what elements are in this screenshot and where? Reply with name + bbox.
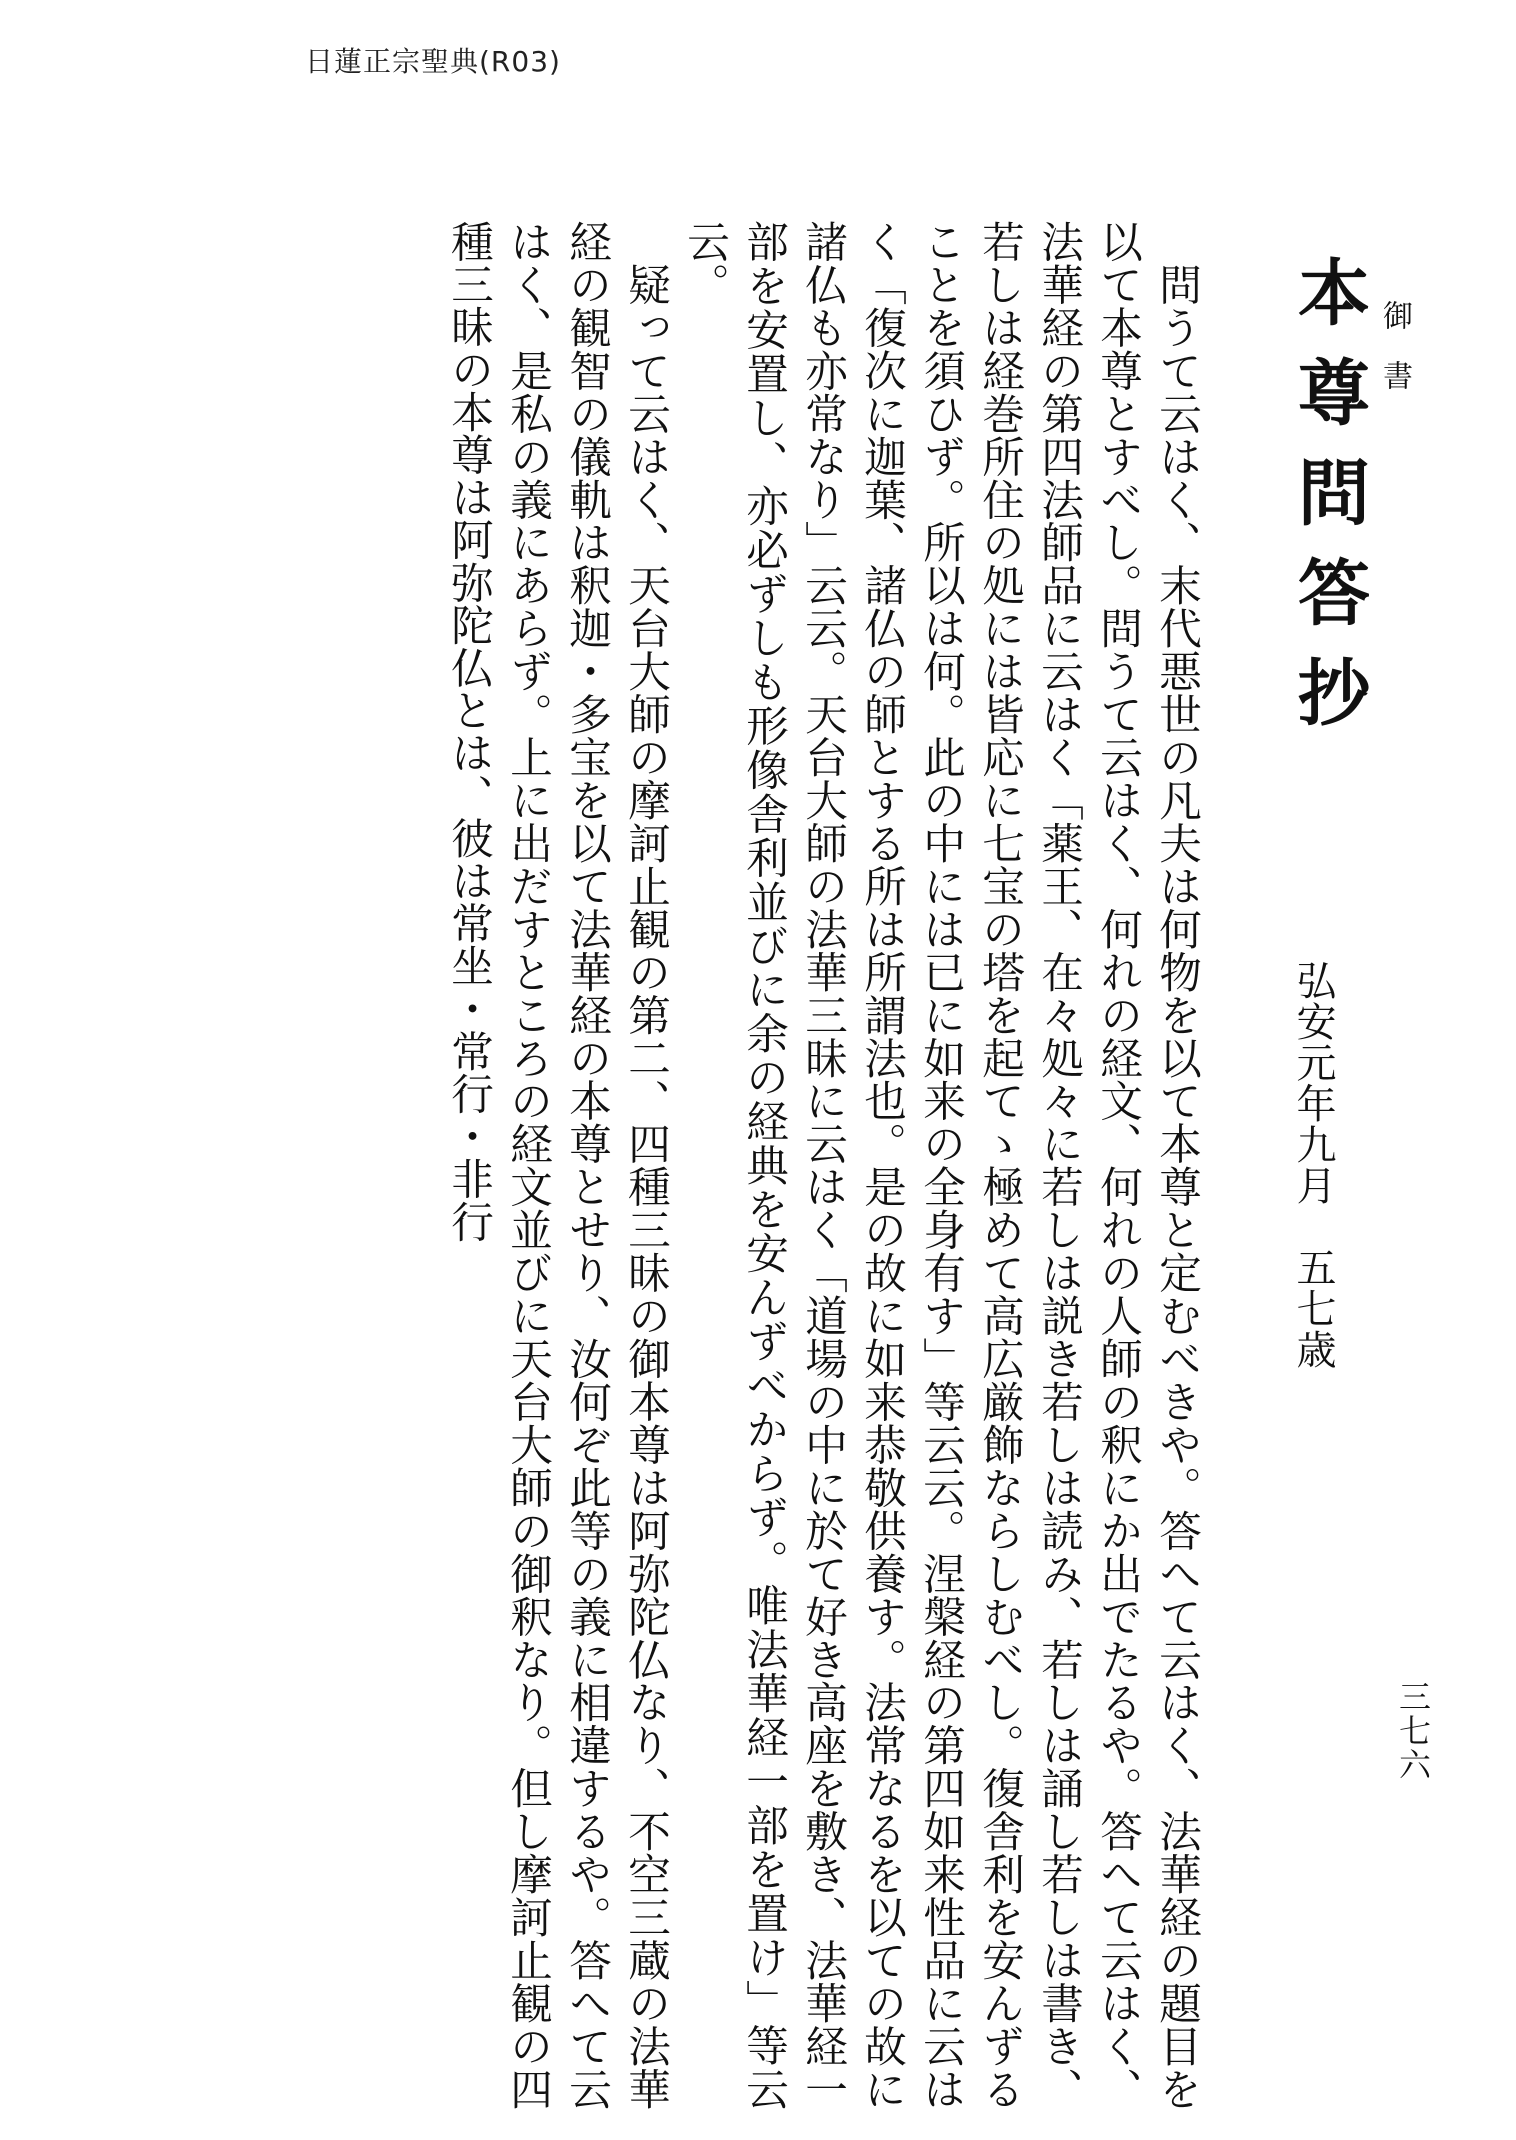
running-header: 日蓮正宗聖典(R03) — [305, 45, 561, 78]
page-number: 三七六 — [1394, 1680, 1432, 1782]
paragraph-1: 問うて云はく、末代悪世の凡夫は何物を以て本尊と定むべきや。答へて云はく、法華経の題目を以て本尊とすべし。問うて云はく、何れの経文、何れの人師の釈にか出でたるや。答へて云はく、法華経の第四法師品に云はく「薬王、在々処々に若しは説き若しは読み、若しは誦し若しは書き、若しは経巻所住の処には皆応に七宝の塔を起てゝ極めて高広厳飾ならしむべし。復舎利を安んずることを須ひず。所以は何。此の中には已に如来の全身有す」等云云。涅槃経の第四如来性品に云はく「復次に迦葉、諸仏の師とする所は所謂法也。是の故に如来恭敬供養す。法常なるを以ての故に諸仏も亦常なり」云云。天台大師の法華三昧に云はく「道場の中に於て好き高座を敷き、法華経一部を安置し、亦必ずしも形像舎利並びに余の経典を安んずべからず。唯法華経一部を置け」等云云。 — [680, 220, 1202, 2110]
paragraph-2: 疑って云はく、天台大師の摩訶止観の第二、四種三昧の御本尊は阿弥陀仏なり、不空三蔵の法華経の観智の儀軌は釈迦・多宝を以て法華経の本尊とせり、汝何ぞ此等の義に相違するや。答へて云はく、是私の義にあらず。上に出だすところの経文並びに天台大師の御釈なり。但し摩訶止観の四種三昧の本尊は阿弥陀仏とは、彼は常坐・常行・非行 — [444, 220, 671, 2110]
body-text — [226, 220, 1206, 2110]
section-label: 御書 — [1377, 300, 1412, 420]
document-title: 本尊問答抄 — [1286, 255, 1370, 755]
document-date: 弘安元年九月 五七歳 — [1290, 960, 1336, 1370]
